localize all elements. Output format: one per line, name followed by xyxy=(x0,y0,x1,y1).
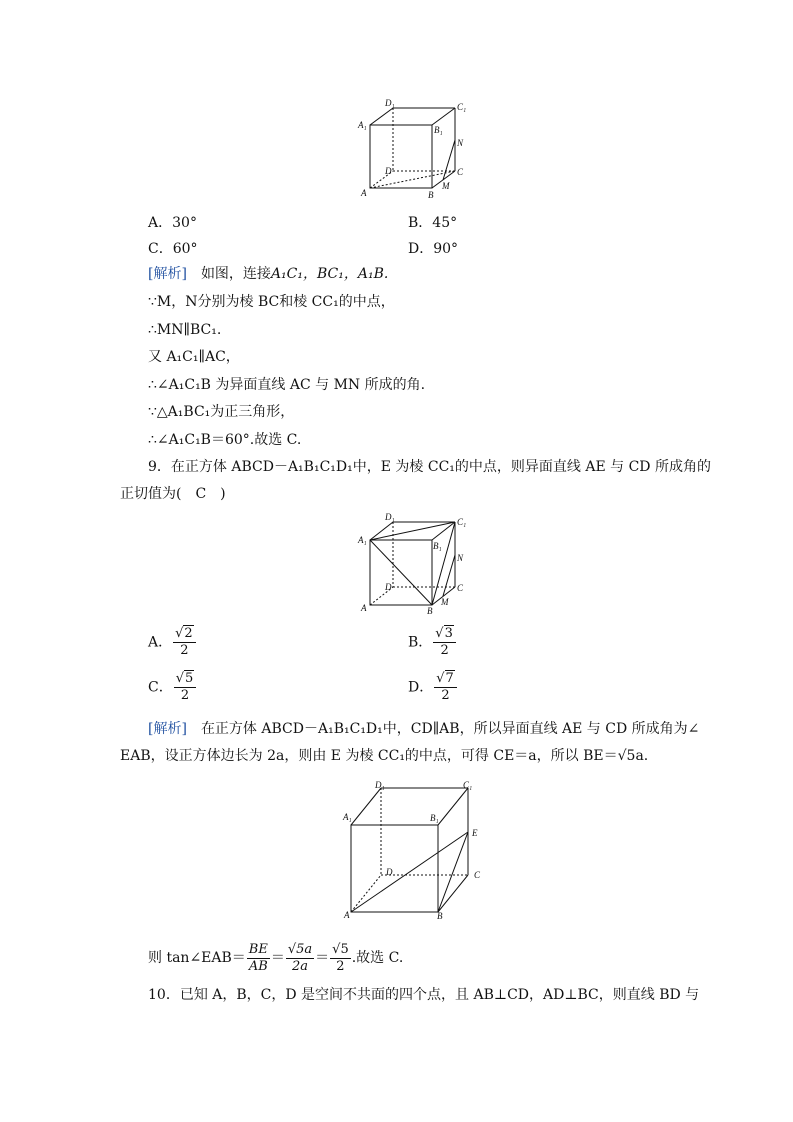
label-N: N xyxy=(457,553,464,563)
q9-stem-line1: 9．在正方体 ABCD－A₁B₁C₁D₁中，E 为棱 CC₁的中点，则异面直线 AE 与 CD 所成角的 xyxy=(148,459,711,475)
q9-option-b: B． $\frac{√3}{2}$ xyxy=(408,626,457,659)
label-C: C xyxy=(457,583,464,593)
label-B1: B₁ xyxy=(430,813,439,823)
label-C1: C₁ xyxy=(457,102,467,112)
q9-conclusion: 则 tan∠EAB＝ $\frac{BE}{AB}$ ＝ $\frac{√5a}{2a}$ ＝ $\frac{√5}{2}$ .故选 C. xyxy=(148,941,404,974)
q9-analysis-line1: [解析] 在正方体 ABCD－A₁B₁C₁D₁中，CD∥AB，所以异面直线 AE 与 CD 所成角为∠ xyxy=(148,721,700,737)
label-A1: A₁ xyxy=(358,535,367,545)
q9-option-a: A． $\frac{√2}{2}$ xyxy=(148,626,197,659)
q8-option-d: D．90° xyxy=(408,241,459,257)
q9-option-d: D． $\frac{√7}{2}$ xyxy=(408,671,458,704)
q10-stem: 10．已知 A，B，C，D 是空间不共面的四个点，且 AB⊥CD，AD⊥BC，则直线 BD 与 xyxy=(148,987,700,1003)
label-A: A xyxy=(344,910,350,920)
label-C1: C₁ xyxy=(457,517,467,527)
label-D1: D₁ xyxy=(385,512,395,522)
label-C: C xyxy=(474,870,481,880)
cube-figure-q9 xyxy=(355,512,475,621)
q8-analysis-line4: 又 A₁C₁∥AC， xyxy=(148,349,240,365)
label-A1: A₁ xyxy=(358,120,367,130)
label-N: N xyxy=(457,138,464,148)
analysis-tag: [解析] xyxy=(148,266,187,282)
label-D1: D₁ xyxy=(375,780,385,790)
q8-analysis-line5: ∴∠A₁C₁B 为异面直线 AC 与 MN 所成的角. xyxy=(148,377,426,393)
label-D: D xyxy=(386,867,393,877)
label-B1: B₁ xyxy=(433,541,442,551)
label-E: E xyxy=(472,828,478,838)
q8-option-a: A．30° xyxy=(148,215,197,231)
q8-analysis-line1: [解析] 如图，连接A₁C₁，BC₁，A₁B. xyxy=(148,266,389,282)
label-B: B xyxy=(428,190,434,200)
label-C: C xyxy=(457,167,464,177)
cube-figure-solution xyxy=(338,778,488,924)
q8-analysis-line7: ∴∠A₁C₁B＝60°.故选 C. xyxy=(148,432,302,448)
label-D: D xyxy=(385,166,392,176)
label-M: M xyxy=(442,181,450,191)
q9-option-c: C． $\frac{√5}{2}$ xyxy=(148,671,197,704)
label-B: B xyxy=(437,911,443,920)
q8-analysis-line6: ∵△A₁BC₁为正三角形， xyxy=(148,404,295,420)
q8-analysis-line2: ∵M，N分别为棱 BC和棱 CC₁的中点， xyxy=(148,294,395,310)
q8-option-c: C．60° xyxy=(148,241,198,257)
label-D1: D₁ xyxy=(385,98,395,108)
q9-stem-line2: 正切值为( C ) xyxy=(120,486,226,502)
q8-option-b: B．45° xyxy=(408,215,458,231)
label-A: A xyxy=(361,603,367,613)
label-D: D xyxy=(385,582,392,592)
label-C1: C₁ xyxy=(463,780,473,790)
label-A: A xyxy=(361,188,367,198)
label-M: M xyxy=(441,597,449,607)
cube-figure-q8 xyxy=(355,98,475,207)
label-A1: A₁ xyxy=(343,812,352,822)
q8-analysis-line3: ∴MN∥BC₁. xyxy=(148,322,222,338)
label-B: B xyxy=(427,606,433,616)
q9-analysis-line2: EAB，设正方体边长为 2a，则由 E 为棱 CC₁的中点，可得 CE＝a，所以 BE＝√5a. xyxy=(120,748,649,764)
label-B1: B₁ xyxy=(434,125,443,135)
analysis-tag: [解析] xyxy=(148,721,187,737)
